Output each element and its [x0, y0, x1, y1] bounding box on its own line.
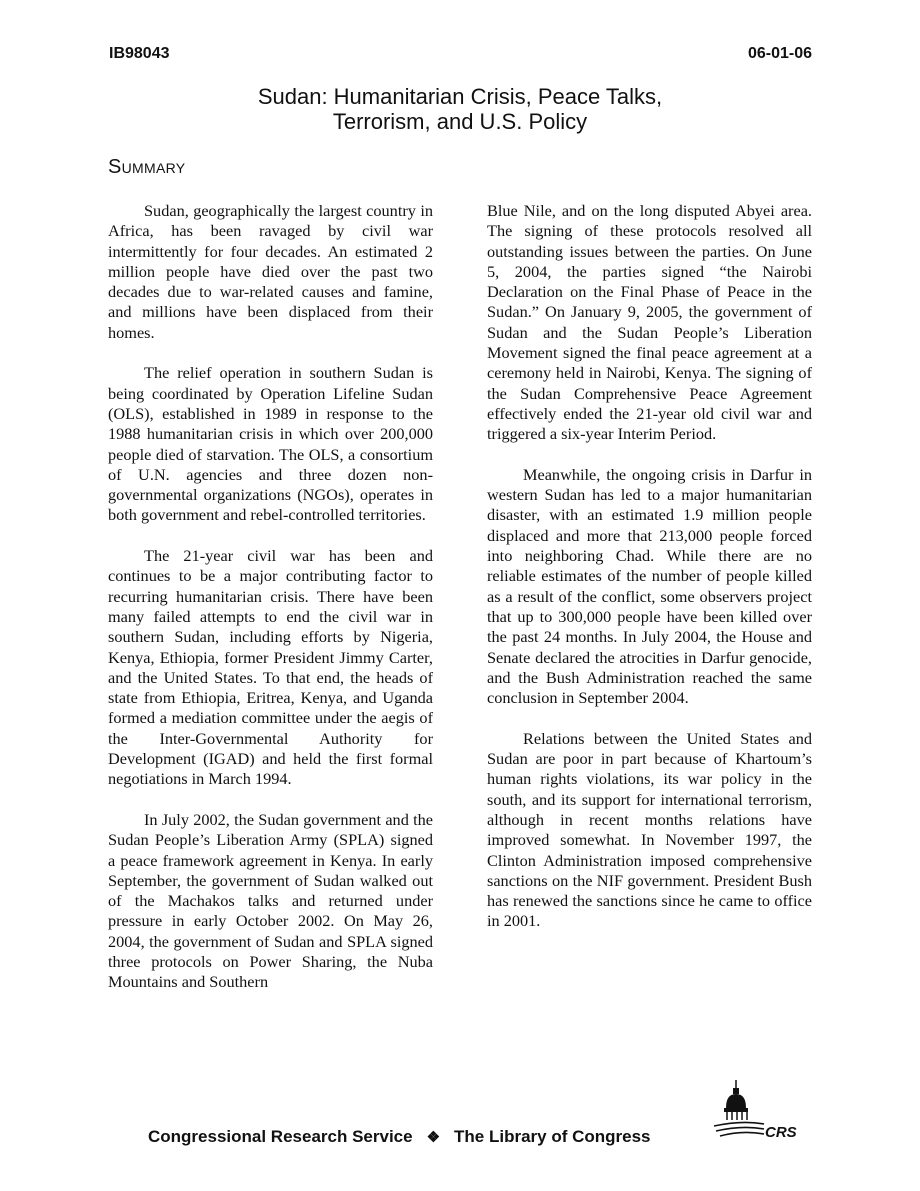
- crs-logo-text: CRS: [765, 1124, 797, 1141]
- paragraph: The relief operation in southern Sudan is being coordinated by Operation Lifeline Sudan (OLS), established in 1989 in response to the 1988 humanitarian crisis in which over 200,000 people died of starvation. The OLS, a consortium of U.N. agencies and three dozen non-governmental organizations (NGOs), operates in both government and rebel-controlled territories.: [108, 363, 433, 525]
- summary-heading: Summary: [108, 156, 186, 178]
- title-line-1: Sudan: Humanitarian Crisis, Peace Talks,: [257, 84, 663, 109]
- capitol-dome-icon: [712, 1078, 812, 1148]
- paragraph: The 21-year civil war has been and continues to be a major contributing factor to recurring humanitarian crisis. There have been many failed attempts to end the civil war in southern Sudan, including efforts by Nigeria, Kenya, Ethiopia, former President Jimmy Carter, and the United States. To that end, the heads of state from Ethiopia, Eritrea, Kenya, and Uganda formed a mediation committee under the aegis of the Inter-Governmental Authority for Development (IGAD) and held the first formal negotiations in March 1994.: [108, 546, 433, 789]
- footer: [148, 1126, 651, 1149]
- paragraph: Relations between the United States and Sudan are poor in part because of Khartoum’s human rights violations, its war policy in the south, and its support for international terrorism, although in recent months relations have improved somewhat. In November 1997, the Clinton Administration imposed comprehensive sanctions on the NIF government. President Bush has renewed the sanctions since he came to office in 2001.: [487, 728, 812, 931]
- footer-library: The Library of Congress: [454, 1127, 651, 1146]
- left-column: [108, 201, 433, 1013]
- paragraph: Meanwhile, the ongoing crisis in Darfur in western Sudan has led to a major humanitarian disaster, with an estimated 1.9 million people displaced and more that 213,000 people forced into neighboring Chad. While there are no reliable estimates of the number of people killed as a result of the conflict, some observers project that up to 300,000 people have been killed over the past 24 months. In July 2004, the House and Senate declared the atrocities in Darfur genocide, and the Bush Administration reached the same conclusion in September 2004.: [487, 464, 812, 708]
- title-line-2: Terrorism, and U.S. Policy: [332, 109, 588, 134]
- footer-separator-icon: ❖: [426, 1129, 441, 1146]
- paragraph: In July 2002, the Sudan government and the Sudan People’s Liberation Army (SPLA) signed a peace framework agreement in Kenya. In early September, the government of Sudan walked out of the Machakos talks and returned under pressure in early October 2002. On May 26, 2004, the government of Sudan and SPLA signed three protocols on Power Sharing, the Nuba Mountains and Southern: [108, 809, 433, 992]
- right-column: [487, 201, 812, 952]
- report-id: IB98043: [109, 45, 170, 62]
- paragraph-continued: Blue Nile, and on the long disputed Abyei area. The signing of these protocols resolved all outstanding issues between the parties. On June 5, 2004, the parties signed “the Nairobi Declaration on the Final Phase of Peace in the Sudan.” On January 9, 2005, the government of Sudan and the Sudan People’s Liberation Movement signed the final peace agreement at a ceremony held in Nairobi, Kenya. The signing of the Sudan Comprehensive Peace Agreement effectively ended the 21-year old civil war and triggered a six-year Interim Period.: [487, 201, 812, 444]
- document-title: [0, 84, 920, 134]
- footer-org: Congressional Research Service: [148, 1127, 413, 1146]
- paragraph: Sudan, geographically the largest country in Africa, has been ravaged by civil war intermittently for four decades. An estimated 2 million people have died over the past two decades due to war-related causes and famine, and millions have been displaced from their homes.: [108, 201, 433, 342]
- report-date: 06-01-06: [747, 45, 812, 62]
